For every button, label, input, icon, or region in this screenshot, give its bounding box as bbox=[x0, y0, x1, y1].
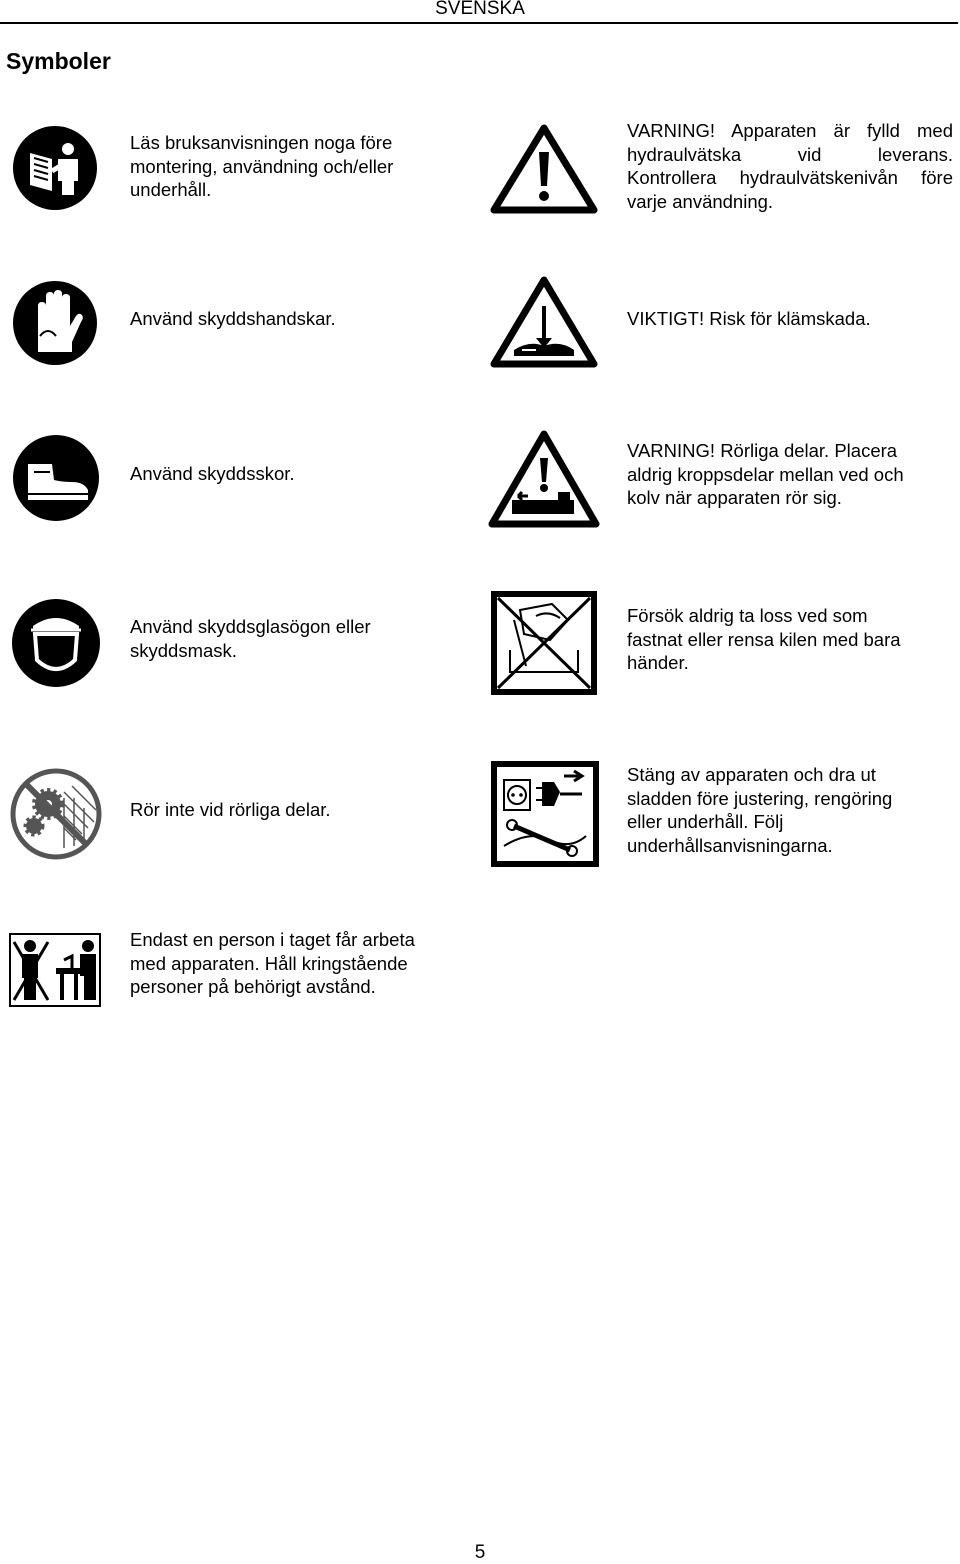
gloves-icon bbox=[12, 280, 98, 366]
section-title: Symboler bbox=[6, 48, 111, 74]
header-language: SVENSKA bbox=[435, 0, 525, 19]
do-not-touch-gears-icon bbox=[10, 768, 102, 860]
symbol-text-gloves: Använd skyddshandskar. bbox=[130, 308, 336, 329]
symbol-text-read-manual: Läs bruksanvisningen noga före montering, användning och/eller underhåll. bbox=[130, 132, 394, 200]
safety-shoes-icon bbox=[12, 434, 100, 522]
warning-triangle-icon bbox=[490, 124, 598, 214]
face-shield-icon bbox=[11, 598, 101, 688]
symbol-text-one-operator: Endast en person i taget får arbeta med apparaten. Håll kringstående personer på behörigt avstånd. bbox=[130, 929, 415, 997]
moving-parts-warning-icon bbox=[488, 430, 600, 528]
symbol-text-no-hands: Försök aldrig ta loss ved som fastnat eller rensa kilen med bara händer. bbox=[627, 605, 901, 673]
symbol-text-crush: VIKTIGT! Risk för klämskada. bbox=[627, 308, 871, 329]
crush-warning-icon bbox=[490, 276, 598, 368]
symbol-text-unplug: Stäng av apparaten och dra ut sladden före justering, rengöring eller underhåll. Följ underhållsanvisningarna. bbox=[627, 764, 893, 856]
symbol-text-gears: Rör inte vid rörliga delar. bbox=[130, 799, 331, 820]
symbol-text-shoes: Använd skyddsskor. bbox=[130, 463, 295, 484]
symbol-text-moving-parts: VARNING! Rörliga delar. Placera aldrig kroppsdelar mellan ved och kolv när apparaten rör sig. bbox=[627, 440, 904, 508]
no-hands-wedge-icon bbox=[490, 590, 598, 696]
symbol-text-face-shield: Använd skyddsglasögon eller skyddsmask. bbox=[130, 616, 371, 661]
one-operator-icon bbox=[8, 932, 102, 1008]
unplug-before-maintenance-icon bbox=[490, 760, 600, 868]
header-divider bbox=[0, 22, 958, 24]
page-number: 5 bbox=[474, 1542, 486, 1563]
symbol-text-hydraulic-warning: VARNING! Apparaten är fylld med hydraulvätska vid leverans. Kontrollera hydraulvätskenivån före varje användning. bbox=[627, 120, 953, 212]
read-manual-icon bbox=[12, 125, 98, 211]
